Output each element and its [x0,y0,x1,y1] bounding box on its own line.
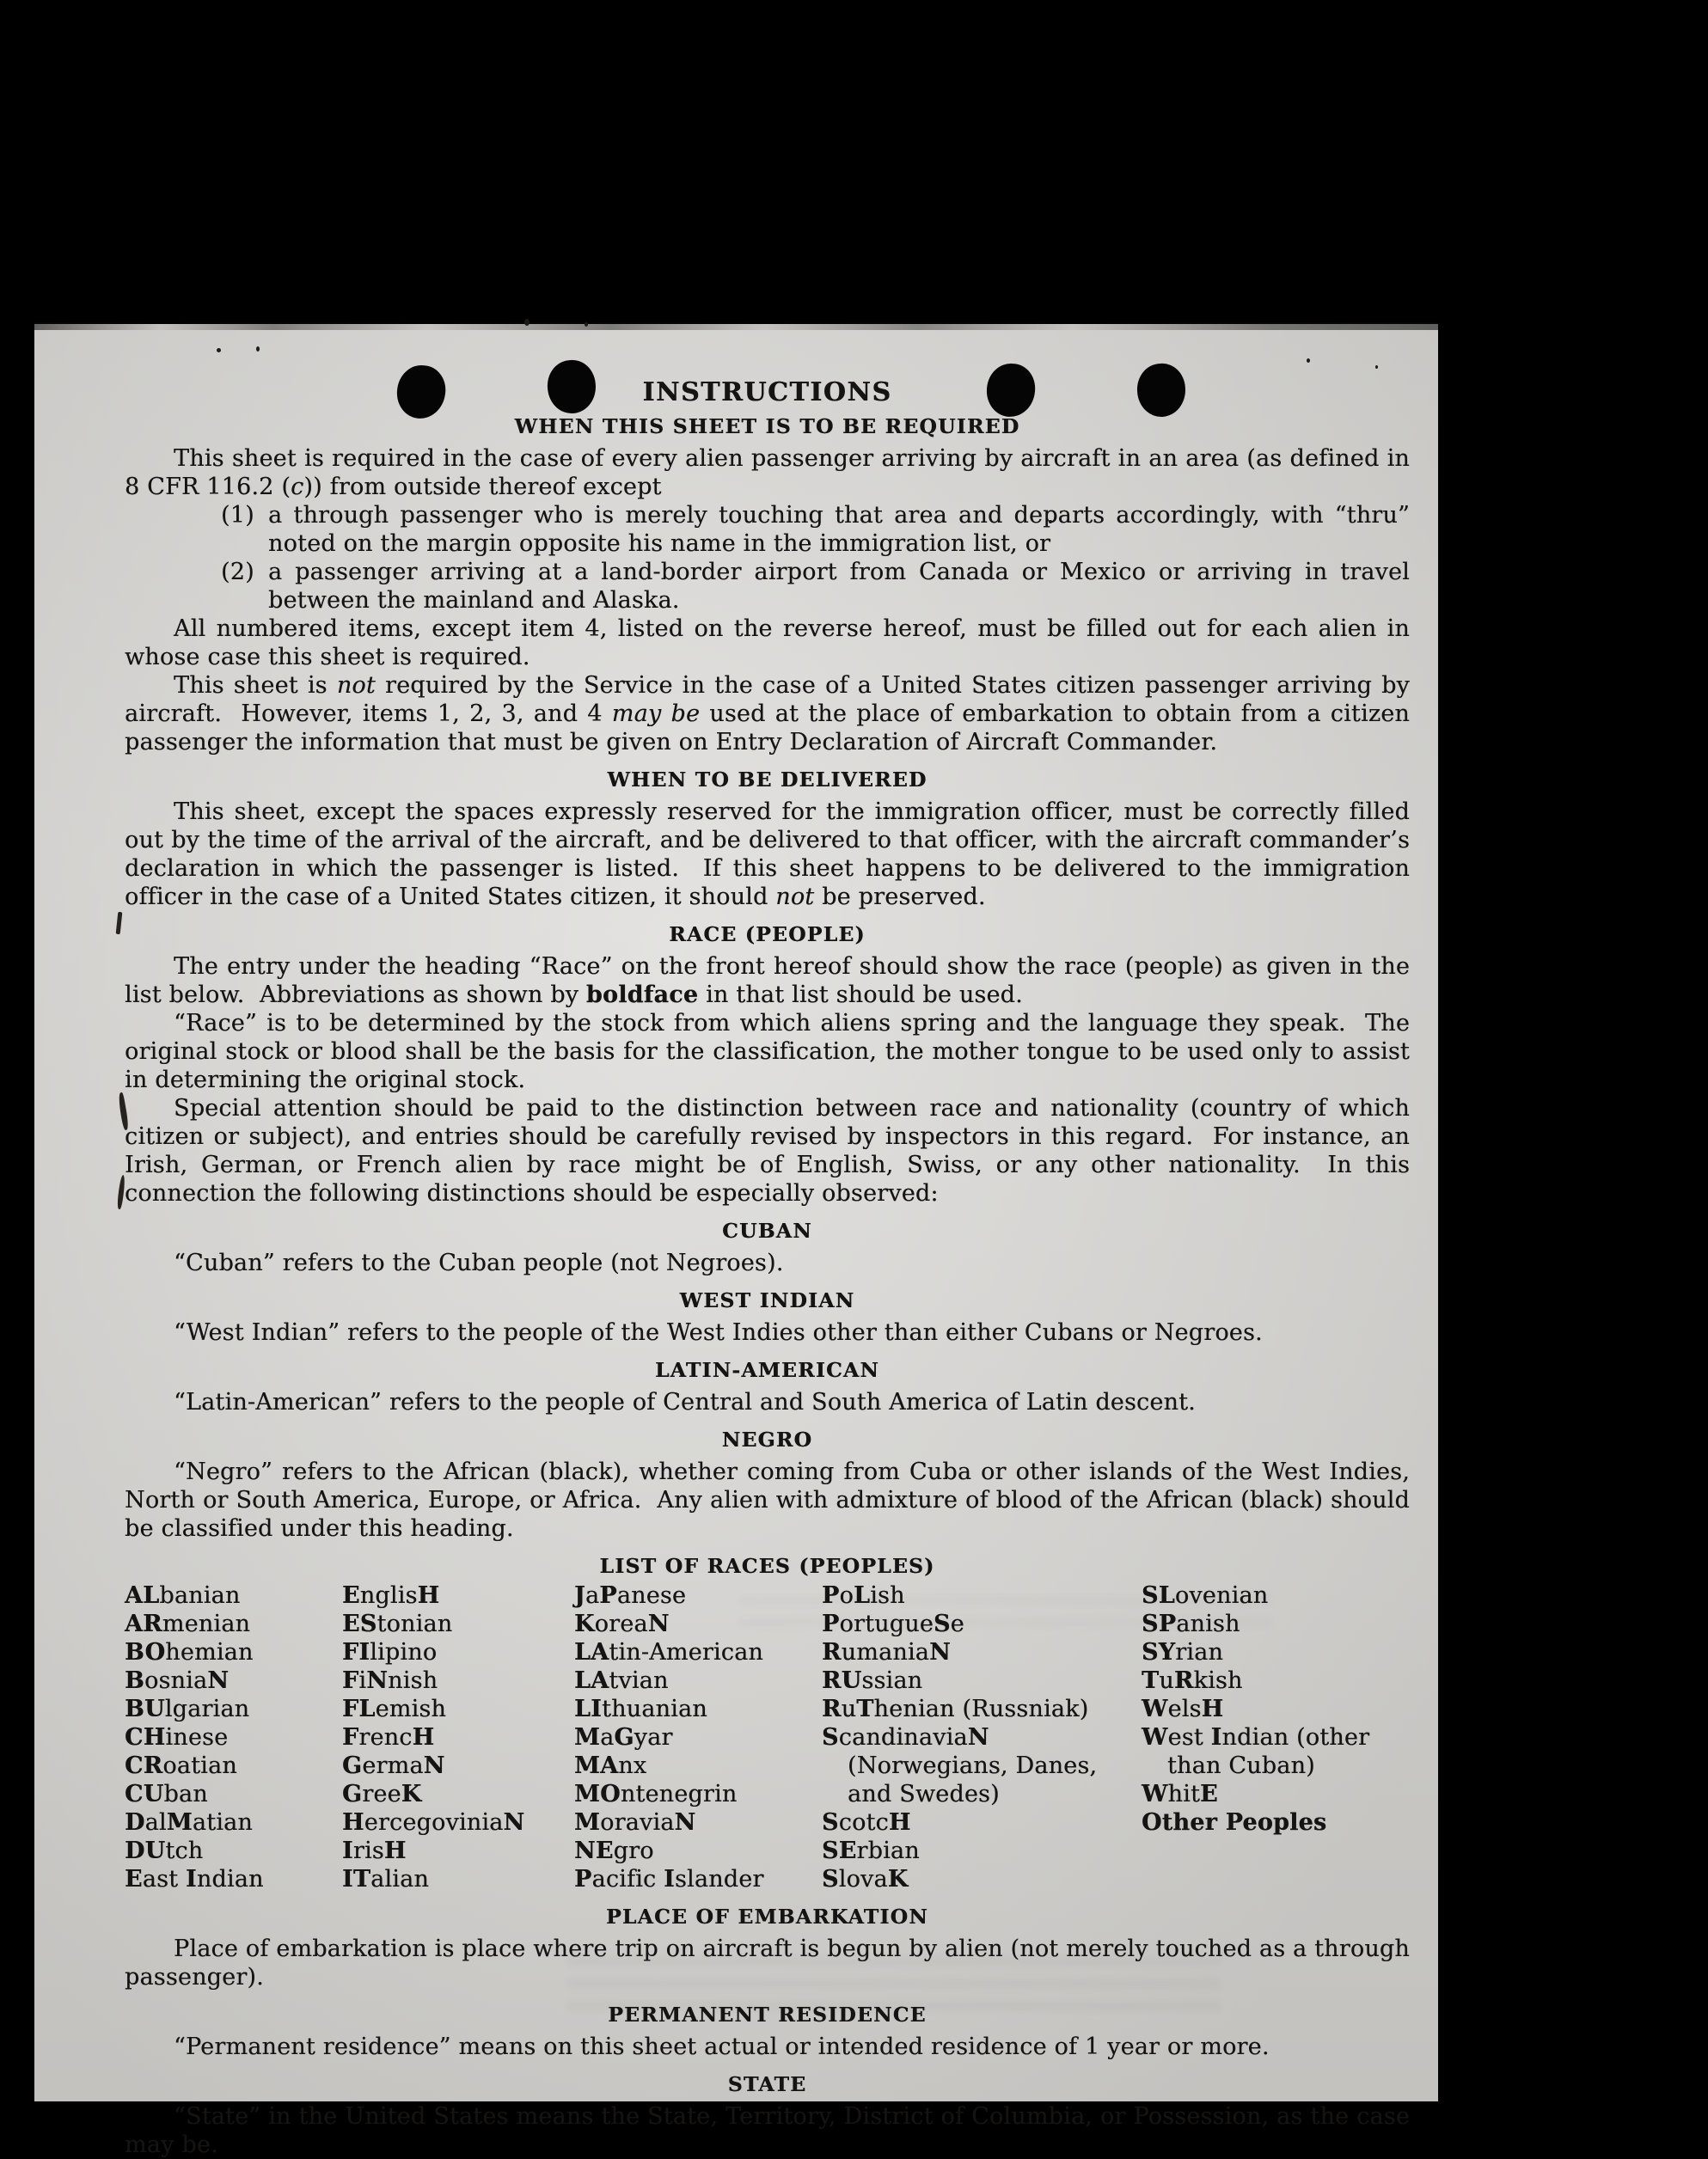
paragraph: “Negro” refers to the African (black), whether coming from Cuba or other islands of the West Indies, North or South America, Europe, or Africa. Any alien with admixture of blood of the African (black) should be classified under this heading. [125,1459,1417,1542]
heading-state: STATE [727,2072,807,2096]
race-item: GreeK [342,1781,422,1807]
paragraph: “West Indian” refers to the people of the West Indies other than either Cubans or Negroes. [174,1319,1263,1346]
race-item: FrencH [342,1724,435,1751]
race-item: MOntenegrin [574,1781,738,1807]
race-column-1 [125,1581,342,1893]
race-item: LIthuanian [574,1696,707,1722]
race-item: DUtch [125,1838,204,1864]
race-column-5 [1142,1581,1410,1893]
paragraph: Place of embarkation is place where trip on aircraft is begun by alien (not merely touched as a through passenger). [125,1936,1417,1991]
race-item: NEgro [574,1838,654,1864]
heading-race-people: RACE (PEOPLE) [669,922,866,946]
document-body [125,377,1417,2159]
paragraph: “Permanent residence” means on this sheet actual or intended residence of 1 year or more. [174,2034,1270,2060]
ink-mark [116,912,123,934]
race-item: Other Peoples [1142,1809,1327,1836]
race-item: GermaN [342,1752,445,1779]
heading-when-delivered: WHEN TO BE DELIVERED [607,768,927,792]
race-item: WelsH [1142,1696,1224,1722]
item-number: (1) [221,502,254,529]
paragraph: “State” in the United States means the State, Territory, District of Columbia, or Possession, as the case may be. [125,2103,1417,2158]
race-item: IrisH [342,1838,407,1864]
race-item: SLovenian [1142,1582,1269,1609]
paragraph: “Cuban” refers to the Cuban people (not Negroes). [174,1250,784,1276]
race-item: BOhemian [125,1639,254,1666]
race-item: MaGyar [574,1724,673,1751]
heading-permanent-residence: PERMANENT RESIDENCE [608,2003,927,2027]
numbered-item-1 [125,501,1410,558]
race-item: Pacific Islander [574,1866,764,1893]
heading-list-of-races: LIST OF RACES (PEOPLES) [599,1554,935,1578]
race-item: DalMatian [125,1809,253,1836]
race-item: West Indian (other than Cuban) [1142,1724,1370,1779]
scan-speck [1375,365,1378,369]
race-item: EStonian [342,1611,453,1637]
race-item: WhitE [1142,1781,1218,1807]
item-text: a passenger arriving at a land-border airport from Canada or Mexico or arriving in travel between the mainland and Alaska. [268,559,1410,614]
scan-speck [524,319,530,326]
race-item: HercegoviniaN [342,1809,525,1836]
heading-west-indian: WEST INDIAN [679,1288,855,1312]
race-item: RumaniaN [822,1639,951,1666]
race-item: MAnx [574,1752,647,1779]
paragraph: This sheet, except the spaces expressly reserved for the immigration officer, must be correctly filled out by the time of the arrival of the aircraft, and be delivered to that officer, with the aircraft commander’s declaration in which the passenger is listed. If this sheet happens to be delivered to the immigration officer in the case of a United States citizen, it should not be preserved. [125,798,1417,910]
race-column-2 [342,1581,574,1893]
race-item: LAtin-American [574,1639,763,1666]
numbered-item-2 [125,558,1410,615]
race-item: EnglisH [342,1582,440,1609]
item-text: a through passenger who is merely touching that area and departs accordingly, with “thru” noted on the margin opposite his name in the immigration list, or [268,502,1410,557]
item-number: (2) [221,559,254,585]
torn-paper-edge [34,322,1438,330]
race-column-3 [574,1581,822,1893]
race-item: BUlgarian [125,1696,250,1722]
heading-cuban: CUBAN [722,1219,812,1243]
race-item: RuThenian (Russniak) [822,1696,1089,1722]
race-item: SPanish [1142,1611,1240,1637]
scan-speck [256,346,260,352]
race-item: RUssian [822,1667,923,1694]
race-item: BosniaN [125,1667,230,1694]
race-column-4 [822,1581,1142,1893]
scan-speck [217,348,221,352]
race-item: CUban [125,1781,208,1807]
race-item: LAtvian [574,1667,669,1694]
race-item: SErbian [822,1838,920,1864]
race-item: FIlipino [342,1639,438,1666]
scan-speck [1307,358,1310,363]
race-item: KoreaN [574,1611,670,1637]
race-item: SYrian [1142,1639,1224,1666]
heading-latin-american: LATIN-AMERICAN [654,1358,880,1382]
paragraph: “Race” is to be determined by the stock from which aliens spring and the language they speak. The original stock or blood shall be the basis for the classification, the mother tongue to be used only to assist in determining the original stock. [125,1010,1417,1093]
race-item: JaPanese [574,1582,687,1609]
race-item: FiNnish [342,1667,438,1694]
document-title: INSTRUCTIONS [642,377,892,407]
paragraph: The entry under the heading “Race” on the front hereof should show the race (people) as given in the list below. Abbreviations as shown by boldface in that list should be used. [125,953,1417,1008]
paragraph: This sheet is required in the case of every alien passenger arriving by aircraft in an area (as defined in 8 CFR 116.2 (c)) from outside thereof except [125,445,1417,500]
paragraph: Special attention should be paid to the distinction between race and nationality (country of which citizen or subject), and entries should be carefully revised by inspectors in this regard. For instance, an Irish, German, or French alien by race might be of English, Swiss, or any other nationality. In this connection the following distinctions should be especially observed: [125,1095,1417,1207]
paragraph: All numbered items, except item 4, listed on the reverse hereof, must be filled out for each alien in whose case this sheet is required. [125,615,1417,670]
race-item: PortugueSe [822,1611,964,1637]
race-item: ScotcH [822,1809,911,1836]
paragraph: “Latin-American” refers to the people of Central and South America of Latin descent. [174,1389,1196,1416]
race-item: TuRkish [1142,1667,1243,1694]
race-item: SlovaK [822,1866,909,1893]
race-item: CRoatian [125,1752,237,1779]
race-item: PoLish [822,1582,905,1609]
heading-when-required: WHEN THIS SHEET IS TO BE REQUIRED [514,414,1020,438]
paragraph: This sheet is not required by the Service in the case of a United States citizen passenger arriving by aircraft. However, items 1, 2, 3, and 4 may be used at the place of embarkation to obtain from a citizen passenger the information that must be given on Entry Declaration of Aircraft Commander. [125,672,1417,755]
heading-negro: NEGRO [721,1428,813,1452]
race-list [125,1581,1410,1893]
race-item: ITalian [342,1866,429,1893]
scanned-document-sheet [34,324,1438,2158]
race-item: ScandinaviaN (Norwegians, Danes, and Swedes) [822,1724,1098,1807]
race-item: MoraviaN [574,1809,696,1836]
race-item: ARmenian [125,1611,251,1637]
race-item: CHinese [125,1724,229,1751]
scan-speck [585,322,588,327]
race-item: ALbanian [125,1582,241,1609]
race-item: FLemish [342,1696,447,1722]
heading-place-of-embarkation: PLACE OF EMBARKATION [606,1905,928,1929]
race-item: East Indian [125,1866,264,1893]
